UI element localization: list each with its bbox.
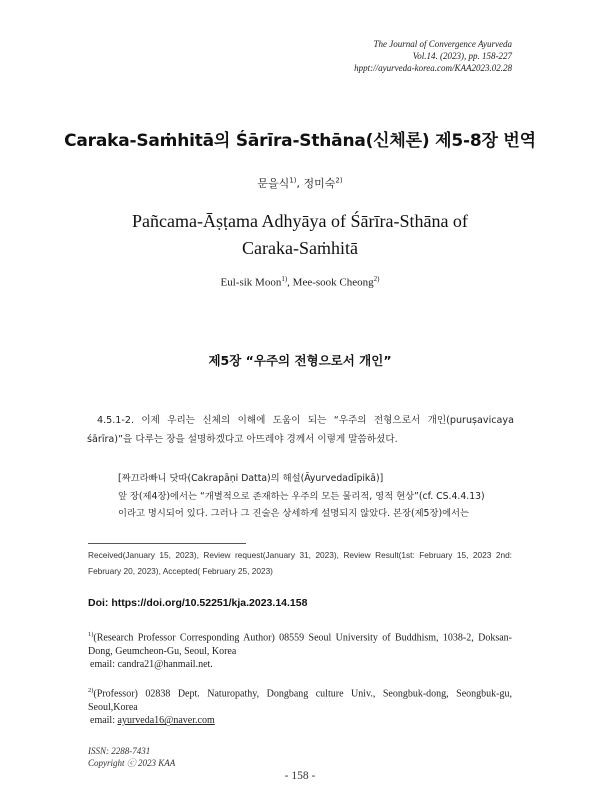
commentary-line-3: 이라고 명시되어 있다. 그러나 그 진술은 상세하게 설명되지 않았다. 본장(제5장)에서는: [118, 508, 470, 519]
issn: ISSN: 2288-7431: [88, 746, 151, 756]
author-2-ko-marker: 2): [335, 176, 343, 185]
title-korean: Caraka-Saṁhitā의 Śārīra-Sthāna(신체론) 제5-8장 번역: [64, 131, 536, 151]
page-number: - 158 -: [284, 770, 316, 782]
author-1-ko-marker: 1): [289, 176, 297, 185]
footnote-2-email-label: email:: [90, 715, 118, 727]
author-2-en-marker: 2): [373, 275, 380, 283]
commentary-block: [118, 470, 514, 523]
footnote-2: [88, 684, 512, 728]
journal-info: [354, 38, 512, 74]
journal-url[interactable]: hppt://ayurveda-korea.com/KAA2023.02.28: [354, 63, 512, 73]
copyright: Copyright ⓒ 2023 KAA: [88, 758, 176, 768]
footnote-2-marker: 2): [88, 687, 94, 694]
footnote-2-email[interactable]: ayurveda16@naver.com: [117, 715, 215, 727]
author-1-ko: 문을식: [257, 177, 290, 190]
author-2-en: Mee-sook Cheong: [292, 276, 374, 289]
received-dates: Received(January 15, 2023), Review request(January 31, 2023), Review Result(1st: February 15, 2023 2nd: February 20, 2023), Accepted( February 25, 2023): [88, 550, 512, 576]
journal-volume-pages: Vol.14. (2023), pp. 158-227: [412, 51, 512, 61]
title-english-line-1: Pañcama-Āṣṭama Adhyāya of Śārīra-Sthāna of: [132, 211, 468, 231]
doi-link[interactable]: Doi: https://doi.org/10.52251/kja.2023.14.158: [88, 597, 308, 609]
footnote-1-email-label: email:: [90, 659, 118, 671]
footnote-1-text: (Research Professor Corresponding Author) 08559 Seoul University of Buddhism, 1038-2, Doksan-Dong, Geumcheon-Gu, Seoul, Korea: [88, 632, 512, 657]
author-separator-en: ,: [287, 276, 293, 289]
chapter-heading: 제5장 “우주의 전형으로서 개인”: [208, 353, 392, 368]
journal-name: The Journal of Convergence Ayurveda: [373, 39, 512, 49]
author-1-en: Eul-sik Moon: [220, 276, 282, 289]
authors-english: [0, 275, 600, 289]
footnote-1-email[interactable]: candra21@hanmail.net.: [117, 659, 213, 671]
footnote-1: [88, 628, 512, 672]
authors-korean: [0, 175, 600, 191]
author-1-en-marker: 1): [281, 275, 288, 283]
title-english-line-2: Caraka-Saṁhitā: [242, 238, 358, 258]
author-2-ko: 정미숙: [303, 177, 336, 190]
footnote-1-marker: 1): [88, 631, 94, 638]
commentary-line-1: [짜끄라빠니 닷따(Cakrapāṇi Datta)의 해설(Āyurvedadīpikā)]: [118, 473, 384, 484]
commentary-line-2: 앞 장(제4장)에서는 “개별적으로 존재하는 우주의 모든 물리적, 영적 현상”(cf. CS.4.4.13): [118, 490, 485, 502]
footnote-2-text: (Professor) 02838 Dept. Naturopathy, Dongbang culture Univ., Seongbuk-dong, Seongbuk-gu, Seoul,Korea: [88, 688, 512, 713]
body-paragraph: 4.5.1-2. 이제 우리는 신체의 이해에 도움이 되는 “우주의 전형으로서 개인(puruṣavicaya śārīra)”을 다루는 장을 설명하겠다고 아뜨레야 경께서 이렇게 말씀하셨다.: [87, 415, 514, 445]
author-separator-ko: ,: [296, 177, 304, 190]
footnote-divider: [88, 543, 246, 544]
issn-block: [88, 745, 175, 769]
title-english: [0, 208, 600, 262]
